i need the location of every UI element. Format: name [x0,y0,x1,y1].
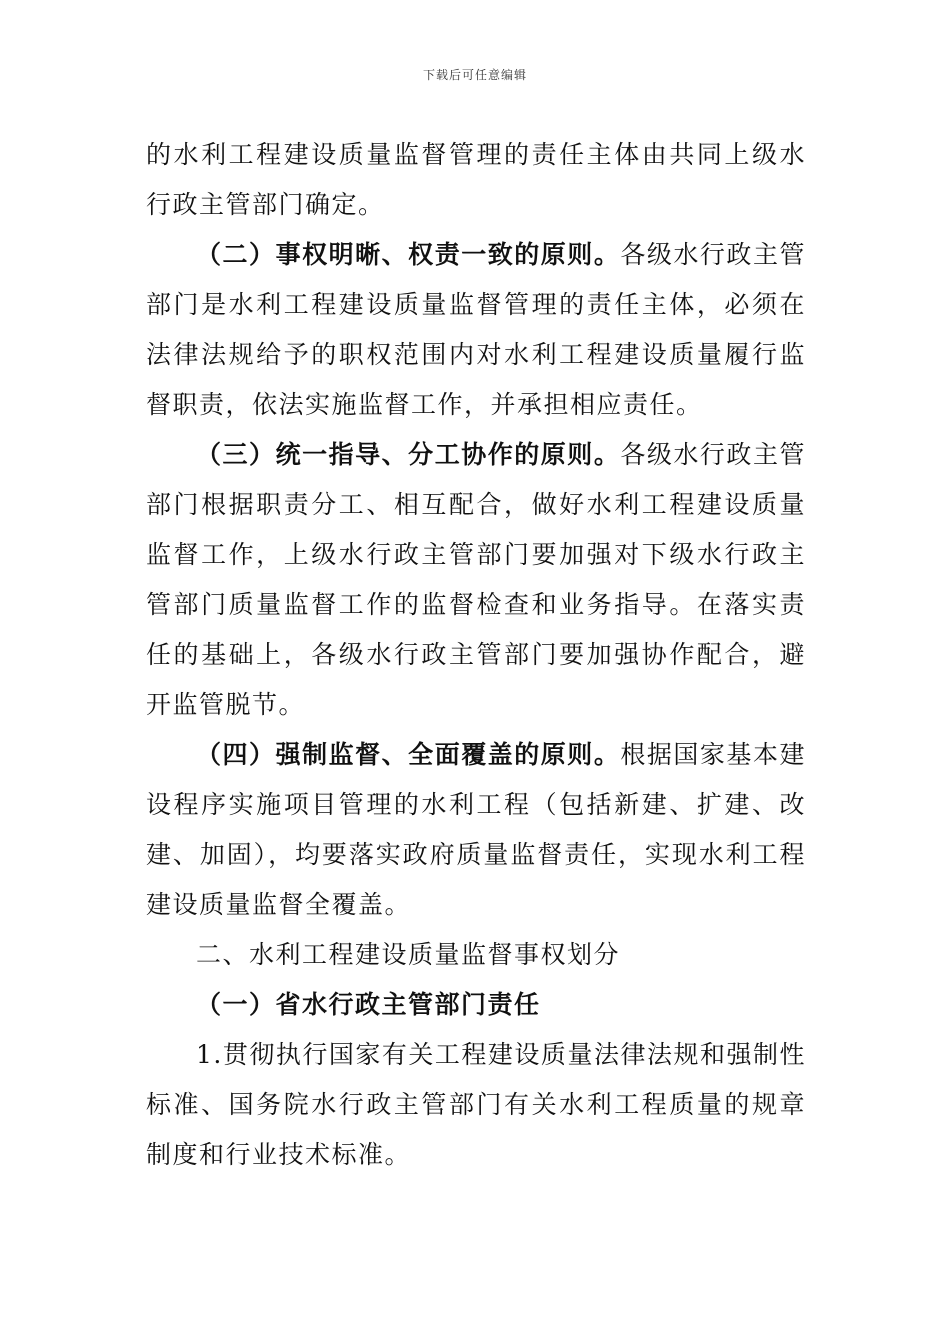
page-header: 下载后可任意编辑 [422,68,527,82]
section-heading [146,930,806,980]
paragraph-heading: （二）事权明晰、权责一致的原则。 [196,240,621,269]
paragraph-principle-3 [146,430,806,730]
paragraph-text: 各级水行政主管部门根据职责分工、相互配合，做好水利工程建设质量监督工作，上级水行政主管部门要加强对下级水行政主管部门质量监督工作的监督检查和业务指导。在落实责任的基础上，各级水行政主管部门要加强协作配合，避开监管脱节。 [146,440,806,719]
section-heading-text: 二、水利工程建设质量监督事权划分 [196,940,621,969]
document-body [146,130,806,1180]
paragraph-text: 各级水行政主管部门是水利工程建设质量监督管理的责任主体，必须在法律法规给予的职权范围内对水利工程建设质量履行监督职责，依法实施监督工作，并承担相应责任。 [146,240,806,419]
paragraph-principle-2 [146,230,806,430]
paragraph-text: 根据国家基本建设程序实施项目管理的水利工程（包括新建、扩建、改建、加固），均要落实政府质量监督责任，实现水利工程建设质量监督全覆盖。 [146,740,806,919]
list-item-1 [146,1030,806,1180]
paragraph-continuation [146,130,806,230]
paragraph-heading: （三）统一指导、分工协作的原则。 [196,440,621,469]
paragraph-text: 的水利工程建设质量监督管理的责任主体由共同上级水行政主管部门确定。 [146,140,806,219]
list-item-text: 1.贯彻执行国家有关工程建设质量法律法规和强制性标准、国务院水行政主管部门有关水利工程质量的规章制度和行业技术标准。 [146,1040,806,1169]
paragraph-principle-4 [146,730,806,930]
paragraph-heading: （四）强制监督、全面覆盖的原则。 [196,740,621,769]
subsection-heading [146,980,806,1030]
subsection-heading-text: （一）省水行政主管部门责任 [196,990,541,1019]
